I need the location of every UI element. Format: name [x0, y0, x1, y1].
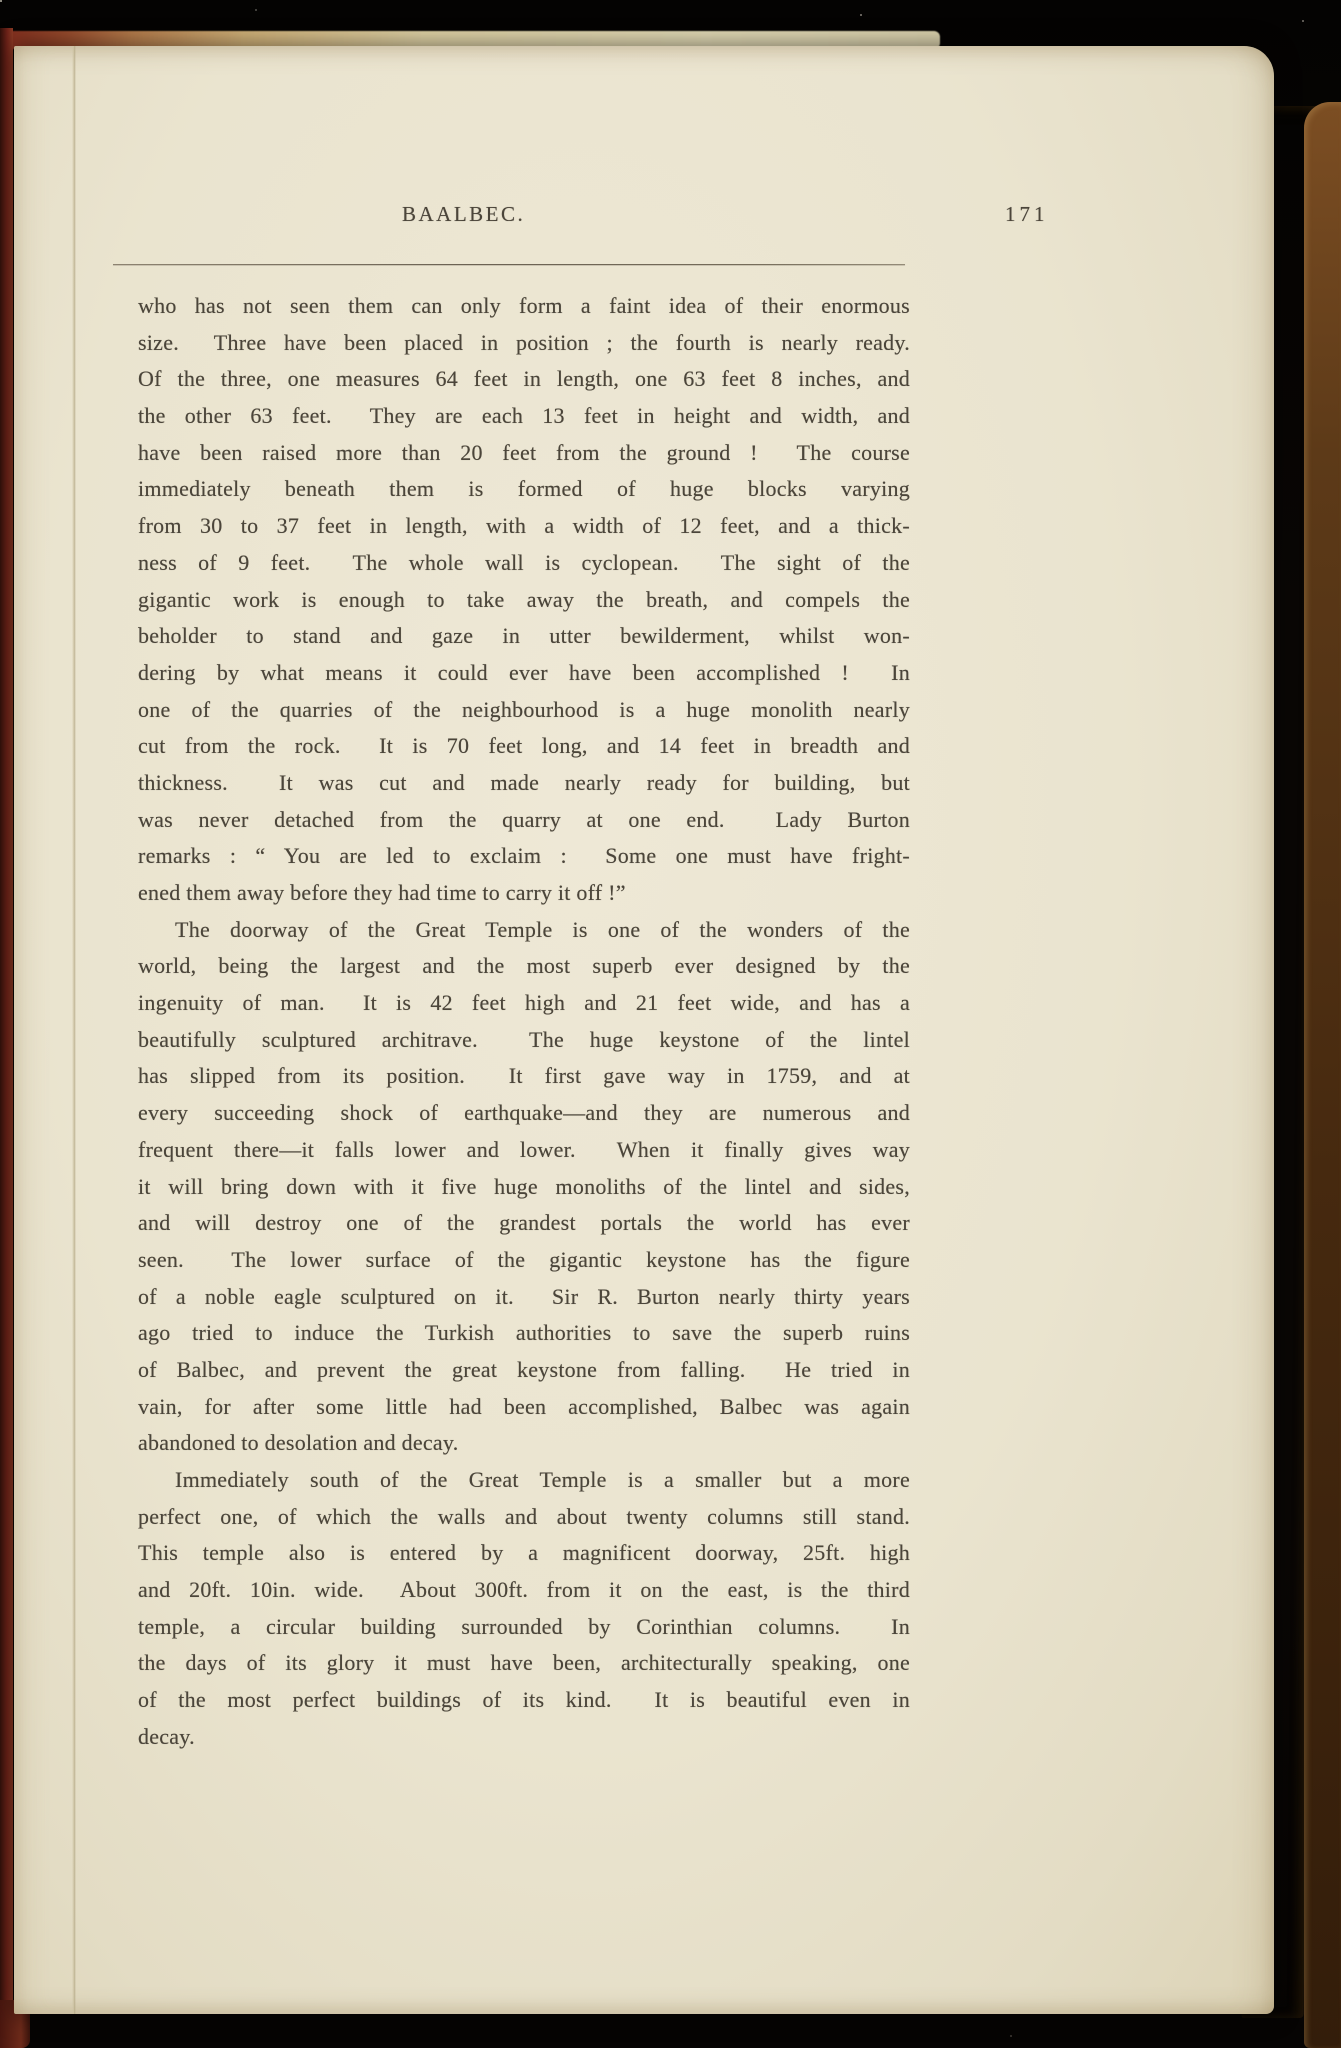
text-line: ingenuity of man. It is 42 feet high and 21 feet wide, and has a [138, 990, 910, 1016]
text-line: abandoned to desolation and decay. [138, 1430, 459, 1456]
text-line: seen. The lower surface of the gigantic keystone has the figure [138, 1246, 910, 1272]
text-line: Of the three, one measures 64 feet in length, one 63 feet 8 inches, and [138, 366, 910, 392]
text-line: and 20ft. 10in. wide. About 300ft. from it on the east, is the third [138, 1577, 910, 1603]
text-line: thickness. It was cut and made nearly ready for building, but [138, 769, 910, 795]
text-line: ness of 9 feet. The whole wall is cyclopean. The sight of the [138, 549, 910, 575]
text-line: The doorway of the Great Temple is one of the wonders of the [175, 916, 910, 942]
text-line: who has not seen them can only form a faint idea of their enormous [138, 293, 910, 318]
text-line: and will destroy one of the grandest portals the world has ever [138, 1210, 910, 1236]
dust-specks [0, 0, 2, 2]
text-line: of a noble eagle sculptured on it. Sir R. Burton nearly thirty years [138, 1283, 910, 1309]
text-line: it will bring down with it five huge monoliths of the lintel and sides, [138, 1173, 910, 1199]
text-line: of the most perfect buildings of its kind. It is beautiful even in [138, 1687, 910, 1713]
text-line: temple, a circular building surrounded by Corinthian columns. In [138, 1613, 910, 1639]
text-line: size. Three have been placed in position ; the fourth is nearly ready. [138, 329, 910, 355]
text-line: beholder to stand and gaze in utter bewilderment, whilst won- [138, 623, 910, 649]
book-cover-leather [1304, 102, 1341, 2048]
page-body-text [138, 288, 910, 1756]
text-line: every succeeding shock of earthquake—and they are numerous and [138, 1100, 910, 1126]
text-line: This temple also is entered by a magnificent doorway, 25ft. high [138, 1540, 910, 1566]
text-line: was never detached from the quarry at one end. Lady Burton [138, 806, 910, 832]
text-line: cut from the rock. It is 70 feet long, and 14 feet in breadth and [138, 733, 910, 759]
text-line: ago tried to induce the Turkish authorities to save the superb ruins [138, 1320, 910, 1346]
text-line: Immediately south of the Great Temple is a smaller but a more [175, 1467, 910, 1492]
text-line: frequent there—it falls lower and lower. When it finally gives way [138, 1136, 910, 1162]
text-line: decay. [138, 1723, 195, 1749]
text-line: one of the quarries of the neighbourhood is a huge monolith nearly [138, 696, 910, 722]
text-line: perfect one, of which the walls and about twenty columns still stand. [138, 1503, 910, 1529]
page-title: BAALBEC. [402, 202, 526, 226]
book-page [14, 46, 1274, 2014]
text-line: remarks : “ You are led to exclaim : Some one must have fright- [138, 843, 910, 869]
text-line: dering by what means it could ever have been accomplished ! In [138, 659, 910, 685]
text-line: has slipped from its position. It first gave way in 1759, and at [138, 1063, 910, 1089]
text-line: have been raised more than 20 feet from the ground ! The course [138, 439, 910, 465]
text-line: ened them away before they had time to carry it off !” [138, 880, 626, 905]
text-line: the days of its glory it must have been, architecturally speaking, one [138, 1650, 910, 1676]
text-line: of Balbec, and prevent the great keystone from falling. He tried in [138, 1356, 910, 1382]
page-number: 171 [1005, 202, 1049, 226]
text-line: world, being the largest and the most superb ever designed by the [138, 953, 910, 979]
text-line: immediately beneath them is formed of huge blocks varying [138, 476, 910, 502]
text-line: vain, for after some little had been accomplished, Balbec was again [138, 1393, 910, 1419]
text-line: the other 63 feet. They are each 13 feet in height and width, and [138, 403, 910, 429]
text-line: from 30 to 37 feet in length, with a width of 12 feet, and a thick- [138, 513, 910, 539]
header-divider-rule [113, 264, 905, 265]
book-spine-edge [0, 28, 13, 2048]
text-line: gigantic work is enough to take away the breath, and compels the [138, 586, 910, 612]
text-line: beautifully sculptured architrave. The huge keystone of the lintel [138, 1026, 910, 1052]
